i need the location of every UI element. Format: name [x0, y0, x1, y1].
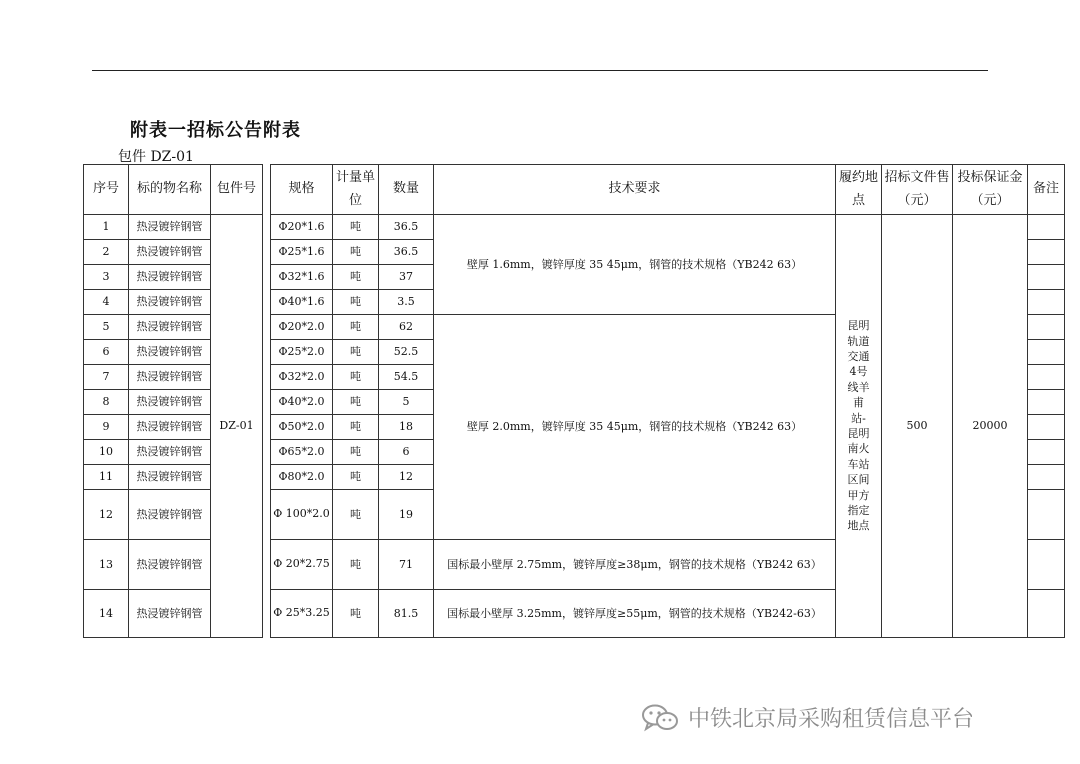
- cell-remark: [1028, 590, 1065, 638]
- header-doc-price: 招标文件售（元）: [882, 165, 953, 215]
- cell-deposit: 20000: [953, 215, 1028, 638]
- cell-name: 热浸镀锌钢管: [129, 315, 211, 340]
- cell-seq: 7: [84, 365, 129, 390]
- wechat-icon: [640, 703, 680, 733]
- cell-unit: 吨: [333, 540, 379, 590]
- cell-seq: 11: [84, 465, 129, 490]
- cell-spec: Φ20*2.0: [271, 315, 333, 340]
- cell-remark: [1028, 465, 1065, 490]
- cell-name: 热浸镀锌钢管: [129, 390, 211, 415]
- cell-unit: 吨: [333, 265, 379, 290]
- cell-name: 热浸镀锌钢管: [129, 340, 211, 365]
- cell-seq: 5: [84, 315, 129, 340]
- header-deposit: 投标保证金（元）: [953, 165, 1028, 215]
- cell-remark: [1028, 215, 1065, 240]
- cell-name: 热浸镀锌钢管: [129, 290, 211, 315]
- cell-name: 热浸镀锌钢管: [129, 590, 211, 638]
- cell-unit: 吨: [333, 390, 379, 415]
- cell-qty: 12: [379, 465, 434, 490]
- cell-unit: 吨: [333, 290, 379, 315]
- document-title: 附表一招标公告附表: [130, 120, 301, 141]
- header-qty: 数量: [379, 165, 434, 215]
- cell-spec: Φ32*2.0: [271, 365, 333, 390]
- cell-spec: Φ65*2.0: [271, 440, 333, 465]
- spacer-col: [263, 165, 271, 215]
- cell-seq: 2: [84, 240, 129, 265]
- header-package: 包件号: [211, 165, 263, 215]
- cell-remark: [1028, 540, 1065, 590]
- cell-qty: 37: [379, 265, 434, 290]
- cell-spec: Φ 20*2.75: [271, 540, 333, 590]
- cell-name: 热浸镀锌钢管: [129, 265, 211, 290]
- cell-name: 热浸镀锌钢管: [129, 540, 211, 590]
- cell-doc-price: 500: [882, 215, 953, 638]
- cell-remark: [1028, 440, 1065, 465]
- cell-spec: Φ32*1.6: [271, 265, 333, 290]
- cell-name: 热浸镀锌钢管: [129, 365, 211, 390]
- cell-location: [836, 215, 882, 638]
- cell-qty: 71: [379, 540, 434, 590]
- cell-spec: Φ 25*3.25: [271, 590, 333, 638]
- cell-remark: [1028, 265, 1065, 290]
- cell-seq: 14: [84, 590, 129, 638]
- cell-qty: 18: [379, 415, 434, 440]
- location-text: 昆明轨道交通4号线羊甫站-昆明南火车站区间甲方指定地点: [847, 319, 870, 533]
- cell-qty: 5: [379, 390, 434, 415]
- spacer-col: [263, 215, 271, 638]
- cell-qty: 36.5: [379, 215, 434, 240]
- cell-unit: 吨: [333, 365, 379, 390]
- cell-unit: 吨: [333, 240, 379, 265]
- watermark-text: 中铁北京局采购租赁信息平台: [688, 707, 975, 732]
- cell-name: 热浸镀锌钢管: [129, 215, 211, 240]
- header-tech: 技术要求: [434, 165, 836, 215]
- header-rule: [92, 70, 988, 71]
- header-remark: 备注: [1028, 165, 1065, 215]
- cell-seq: 8: [84, 390, 129, 415]
- cell-unit: 吨: [333, 315, 379, 340]
- cell-qty: 81.5: [379, 590, 434, 638]
- cell-qty: 6: [379, 440, 434, 465]
- cell-seq: 6: [84, 340, 129, 365]
- cell-spec: Φ40*2.0: [271, 390, 333, 415]
- cell-unit: 吨: [333, 215, 379, 240]
- cell-qty: 62: [379, 315, 434, 340]
- cell-tech: 壁厚 2.0mm，镀锌厚度 35 45μm，钢管的技术规格（YB242 63）: [434, 315, 836, 540]
- package-label: 包件 DZ-01: [118, 149, 194, 165]
- cell-package: DZ-01: [211, 215, 263, 638]
- cell-remark: [1028, 290, 1065, 315]
- bid-items-table: [83, 164, 1065, 638]
- cell-spec: Φ40*1.6: [271, 290, 333, 315]
- cell-name: 热浸镀锌钢管: [129, 490, 211, 540]
- header-unit: 计量单位: [333, 165, 379, 215]
- cell-name: 热浸镀锌钢管: [129, 415, 211, 440]
- cell-name: 热浸镀锌钢管: [129, 465, 211, 490]
- header-seq: 序号: [84, 165, 129, 215]
- cell-qty: 52.5: [379, 340, 434, 365]
- cell-seq: 3: [84, 265, 129, 290]
- cell-unit: 吨: [333, 465, 379, 490]
- watermark: [640, 702, 974, 733]
- header-location: 履约地点: [836, 165, 882, 215]
- cell-qty: 19: [379, 490, 434, 540]
- table-header-row: [84, 165, 1065, 215]
- cell-unit: 吨: [333, 340, 379, 365]
- cell-tech: 国标最小壁厚 3.25mm，镀锌厚度≥55μm，钢管的技术规格（YB242-63）: [434, 590, 836, 638]
- table-row: [84, 215, 1065, 240]
- cell-name: 热浸镀锌钢管: [129, 240, 211, 265]
- header-name: 标的物名称: [129, 165, 211, 215]
- cell-remark: [1028, 490, 1065, 540]
- cell-remark: [1028, 340, 1065, 365]
- cell-unit: 吨: [333, 490, 379, 540]
- cell-remark: [1028, 315, 1065, 340]
- cell-spec: Φ25*1.6: [271, 240, 333, 265]
- cell-remark: [1028, 240, 1065, 265]
- cell-remark: [1028, 390, 1065, 415]
- cell-name: 热浸镀锌钢管: [129, 440, 211, 465]
- cell-remark: [1028, 365, 1065, 390]
- cell-qty: 36.5: [379, 240, 434, 265]
- cell-unit: 吨: [333, 440, 379, 465]
- cell-spec: Φ50*2.0: [271, 415, 333, 440]
- cell-unit: 吨: [333, 590, 379, 638]
- cell-spec: Φ80*2.0: [271, 465, 333, 490]
- cell-unit: 吨: [333, 415, 379, 440]
- cell-spec: Φ20*1.6: [271, 215, 333, 240]
- cell-seq: 1: [84, 215, 129, 240]
- header-spec: 规格: [271, 165, 333, 215]
- cell-tech: 国标最小壁厚 2.75mm，镀锌厚度≥38μm，钢管的技术规格（YB242 63）: [434, 540, 836, 590]
- cell-qty: 3.5: [379, 290, 434, 315]
- cell-seq: 10: [84, 440, 129, 465]
- cell-seq: 13: [84, 540, 129, 590]
- cell-qty: 54.5: [379, 365, 434, 390]
- cell-seq: 12: [84, 490, 129, 540]
- cell-seq: 4: [84, 290, 129, 315]
- cell-remark: [1028, 415, 1065, 440]
- cell-seq: 9: [84, 415, 129, 440]
- cell-tech: 壁厚 1.6mm，镀锌厚度 35 45μm，钢管的技术规格（YB242 63）: [434, 215, 836, 315]
- cell-spec: Φ 100*2.0: [271, 490, 333, 540]
- cell-spec: Φ25*2.0: [271, 340, 333, 365]
